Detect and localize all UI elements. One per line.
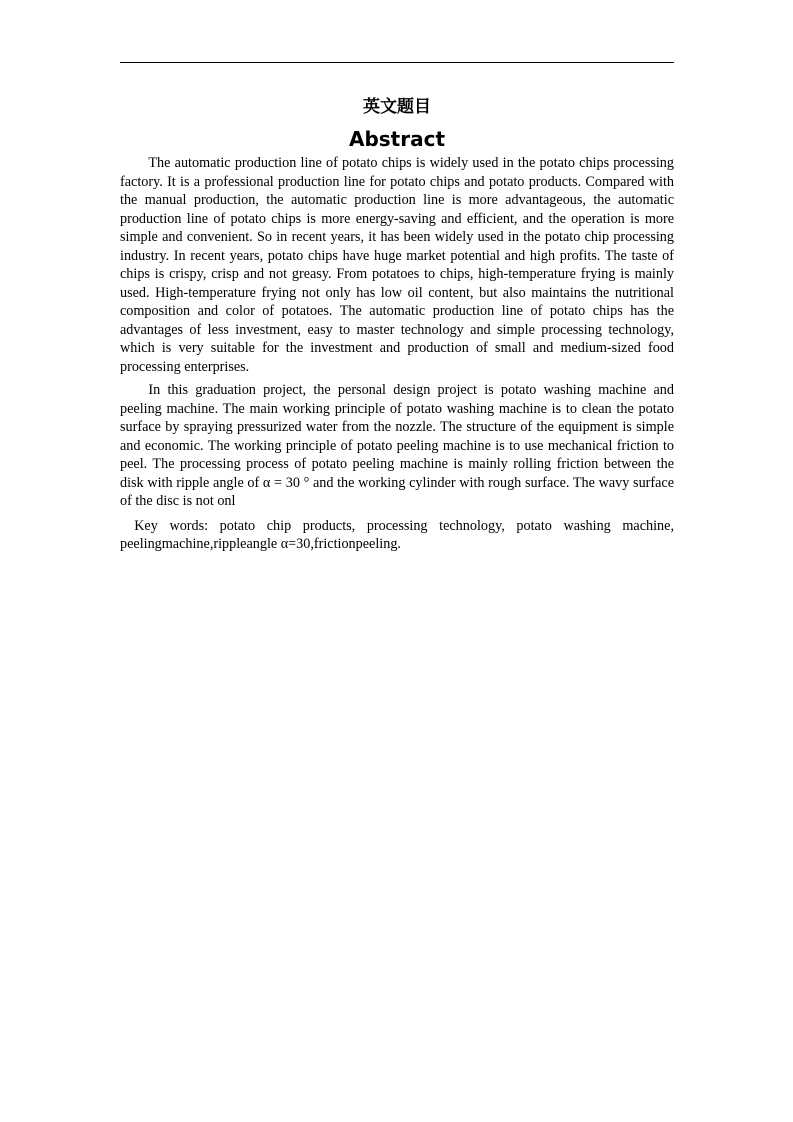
abstract-paragraph-2: In this graduation project, the personal design project is potato washing machine and peeling machine. The main working principle of potato washing machine is to clean the potato surface by spraying pressurized water from the nozzle. The structure of the equipment is simple and economic. The working principle of potato peeling machine is to use mechanical friction to peel. The processing process of potato peeling machine is mainly rolling friction between the disk with ripple angle of α = 30 ° and the working cylinder with rough surface. The wavy surface of the disc is not onl <box>120 382 674 509</box>
abstract-paragraph-1: The automatic production line of potato chips is widely used in the potato chips processing factory. It is a professional production line for potato chips and potato products. Compared with the manual production, the automatic production line is more advantageous, the automatic production line of potato chips is more energy-saving and efficient, and the operation is more simple and convenient. So in recent years, it has been widely used in the potato chip processing industry. In recent years, potato chips have huge market potential and high profits. The taste of chips is crispy, crisp and not greasy. From potatoes to chips, high-temperature frying is mainly used. High-temperature frying not only has low oil content, but also maintains the nutritional composition and color of potatoes. The automatic production line of potato chips has the advantages of less investment, easy to master technology and simple processing technology, which is very suitable for the investment and production of small and medium-sized food processing enterprises. <box>120 155 674 375</box>
keywords-line: Key words: potato chip products, processing technology, potato washing machine, peelingmachine,rippleangle α=30,frictionpeeling. <box>120 517 674 552</box>
page-content <box>120 94 674 554</box>
chinese-title: 英文题目 <box>363 97 431 117</box>
header-rule <box>120 62 674 63</box>
abstract-heading: Abstract <box>348 127 446 151</box>
